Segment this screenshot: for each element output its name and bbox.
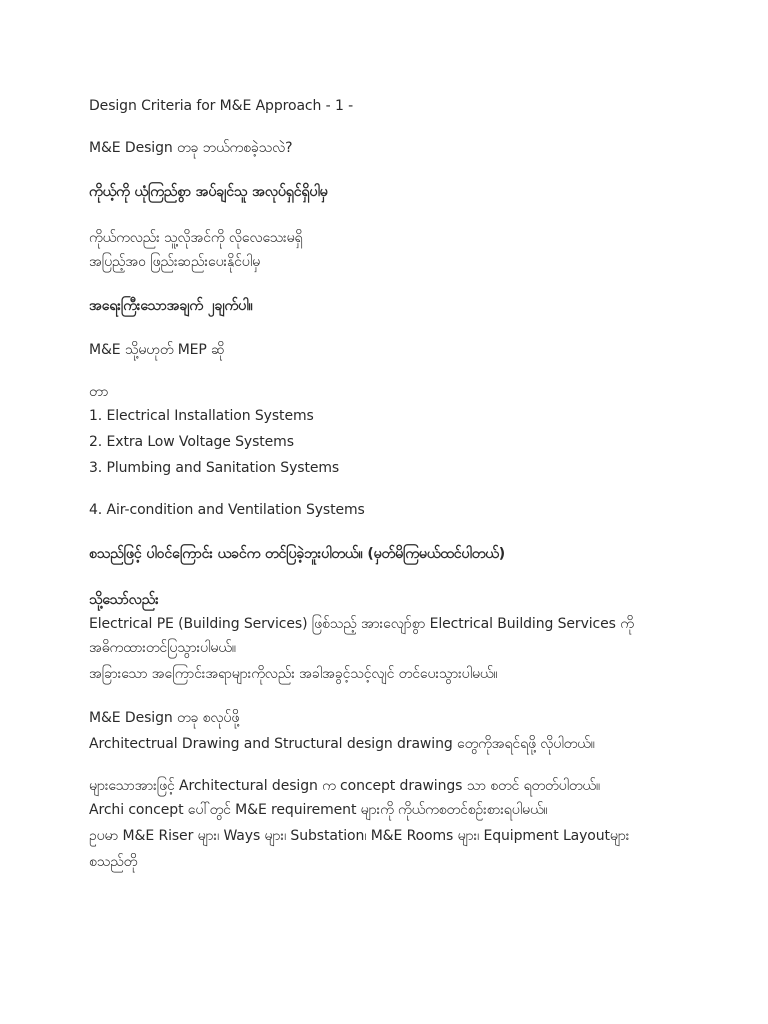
list-item-1: 1. Electrical Installation Systems [89,408,314,424]
paragraph-2-line-2: အပြည့်အ၀ ဖြည်းဆည်းပေးနိုင်ပါမှ [89,254,261,270]
list-item-4: 4. Air-condition and Ventilation Systems [89,502,365,518]
paragraph-8-line-1: များသောအားဖြင့် Architectural design က concept drawings သာ စတင် ရတတ်ပါတယ်။ [89,778,601,794]
list-item-3: 3. Plumbing and Sanitation Systems [89,460,340,476]
paragraph-6-line-3: အဓိကထားတင်ပြသွားပါမယ်။ [89,640,236,656]
paragraph-7-line-1: M&E Design တခု စလုပ်ဖို့ [89,710,240,726]
paragraph-3: အရေးကြီးသောအချက် ၂ချက်ပါ။ [89,298,253,314]
question-line: M&E Design တခု ဘယ်ကစခဲ့သလဲ? [89,140,293,156]
paragraph-2-line-1: ကိုယ်ကလည်း သူ့လိုအင်ကို လိုလေသေးမရှိ [89,230,303,246]
paragraph-4: M&E သို့မဟုတ် MEP ဆို [89,342,225,358]
paragraph-8-line-2: Archi concept ပေါ်တွင် M&E requirement များကို ကိုယ်ကစတင်စဉ်းစားရပါမယ်။ [89,802,548,818]
list-item-2: 2. Extra Low Voltage Systems [89,434,294,450]
document-title: Design Criteria for M&E Approach - 1 - [89,98,354,114]
paragraph-6-line-1: သို့သော်လည်း [89,592,159,608]
paragraph-5: စသည်ဖြင့် ပါ၀င်ကြောင်း ယခင်က တင်ပြခဲ့ဘူးပါတယ်။ (မှတ်မိကြမယ်ထင်ပါတယ်) [89,546,506,562]
paragraph-8-line-3: ဥပမာ M&E Riser များ၊ Ways များ၊ Substation၊ M&E Rooms များ၊ Equipment Layoutများ [89,828,630,844]
paragraph-6-line-4: အခြားသော အကြောင်းအရာများကိုလည်း အခါအခွင့်သင့်လျင် တင်ပေးသွားပါမယ်။ [89,666,498,682]
paragraph-8-line-4: စသည်တို [89,854,138,870]
paragraph-1: ကိုယ့်ကို ယုံကြည်စွာ အပ်ချင်သူ အလုပ်ရှင်ရှိပါမှ [89,184,328,200]
paragraph-7-line-2: Architectrual Drawing and Structural design drawing တွေကိုအရင်ရဖို့ လိုပါတယ်။ [89,736,595,752]
list-intro: တာ [89,384,109,400]
paragraph-6-line-2: Electrical PE (Building Services) ဖြစ်သည့် အားလျော်စွာ Electrical Building Services ကို [89,616,634,632]
